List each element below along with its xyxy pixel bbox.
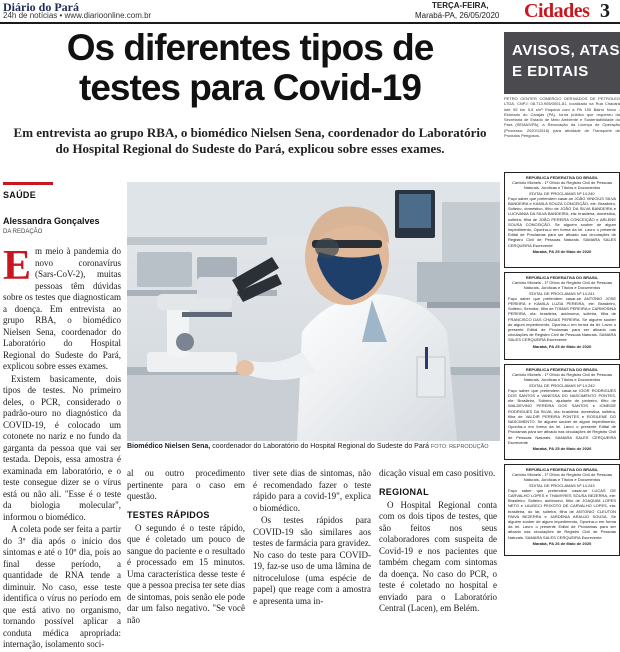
- notice-office: Cartório Michels - 1º Ofício do Registro Civil de Pessoas Naturais, Jurídicas e Títulos e Documentos: [512, 180, 612, 191]
- proclamas-notice-4: [504, 464, 620, 556]
- author: Alessandra Gonçalves: [3, 216, 100, 226]
- headline-line-2: testes para Covid-19: [79, 67, 421, 108]
- paragraph: [3, 243, 121, 373]
- sidebar-title-line-2: E EDITAIS: [512, 63, 589, 80]
- article-column-1: [3, 243, 121, 652]
- notice-office: Cartório Michels - 1º Ofício do Registro Civil de Pessoas Naturais, Jurídicas e Títulos e Documentos: [512, 280, 612, 291]
- paragraph: A coleta pode ser feita a partir do 3º dia após o início dos sintomas e até o 10º dia, pois ao final desse período, a quantidade de RNA tende a diminuir. No caso, esse teste identifica o vírus no período em que está ativo no organismo, tornando possível aplicar a conduta médica apropriada: internação, isolamento soci-: [3, 524, 121, 649]
- notice-heading: REPÚBLICA FEDERATIVA DO BRASIL: [525, 175, 599, 180]
- article-column-4: [379, 468, 497, 616]
- proclamas-notice-2: [504, 272, 620, 360]
- author-affiliation: DA REDAÇÃO: [3, 229, 43, 235]
- notice-heading: REPÚBLICA FEDERATIVA DO BRASIL: [525, 275, 599, 280]
- notice-date: Marabá, PA 25 de Maio de 2020: [532, 343, 592, 349]
- paragraph: Os testes rápidos para COVID-19 são similares aos testes de farmácia para gravidez. No caso do teste para COVID-19, faz-se uso de uma lâmina de nitrocelulose (uma espécie de papel) que reage com a amostra e apresenta uma in-: [253, 515, 371, 606]
- dropcap: E: [3, 243, 32, 289]
- photo-credit: FOTO: REPRODUÇÃO: [430, 444, 489, 450]
- place-date: Marabá-PA, 26/05/2020: [415, 11, 500, 20]
- notices-sidebar: [504, 32, 620, 608]
- paragraph: Existem basicamente, dois tipos de testes. No primeiro deles, o PCR, considerado o padrão-ouro no diagnóstico da COVID-19, é colocado um cotonete no nariz e no fundo da garganta da pessoa que vai ser testada. Depois, essa amostra é examinada em laboratório, e o teste consegue dizer se o vírus está ou não ali. "Esse é o teste da biologia molecular", informou o biomédico.: [3, 373, 121, 522]
- masthead: [0, 0, 620, 22]
- notice-office: Cartório Michels - 1º Ofício do Registro Civil de Pessoas Naturais, Jurídicas e Títulos e Documentos: [512, 472, 612, 483]
- proclamas-notice-1: [504, 172, 620, 268]
- brand-name[interactable]: Diário do Pará: [3, 0, 79, 14]
- masthead-rule: [0, 22, 620, 24]
- section-tag: SAÚDE: [3, 190, 37, 200]
- section-name: Cidades: [524, 0, 590, 22]
- headline: [0, 28, 500, 108]
- petro-center-notice: PETRO CENTER COMERCIO DERIVADOS DE PETROLEO LTDA, CNPJ: 08.713.905/0001-81, localizado na Rua Chácara lote 05 km 5,5 s/nº Esquina com a PA 150 Bairro Novo - Eldorado do Carajás (PA), torna público que requereu da Secretaria de Estado de Meio Ambiente e Sustentabilidade do Pará (SEMAS/PA), a Renovação da Licença de Operação (Processo: 2020/12516) para atividade de Transporte de Produtos Perigosos.: [504, 96, 620, 139]
- subhead-testes-rapidos: TESTES RÁPIDOS: [127, 509, 210, 520]
- notice-heading: REPÚBLICA FEDERATIVA DO BRASIL: [525, 367, 599, 372]
- brand-subtitle: 24h de notícias • www.diarioonline.com.br: [3, 11, 152, 20]
- lab-photo-illustration: [127, 182, 500, 441]
- sidebar-header: [504, 32, 620, 94]
- notice-body: Faço saber que pretendem casar-se JOÃO VINICIUS SILVA BANDEIRA e KAMILA SOUZA CONCEIÇÃO, ele: Brasileiro, Solteiro, doméstico, filho de JOÃO DA SILVA BANDEIRA e LUCIVANIA DA SILVA BANDEIRA, ela: brasileira, doméstica, solteira, filha de JOÃO PEREIRA CONCEIÇÃO e ARLENE SOUSA CONCEIÇÃO. Se alguém souber de algum impedimento, Oponha-o em forma da lei. Lavro o presente Edital de Proclamas para ser afixado nas circulações de Registro Civil de Pessoas Naturais. SAMARA SALES CERQUEIRA Escrevente: [508, 195, 616, 248]
- notice-edital: EDITAL DE PROCLAMAS Nº 14.242: [529, 382, 595, 388]
- notice-date: Marabá, PA 25 de Maio de 2020: [532, 248, 592, 254]
- paragraph-text: m meio à pandemia do novo coronavírus (Sars-CoV-2), muitas pessoas têm dúvidas sobre os testes que diagnosticam a doença. Em entrevista ao grupo RBA, o biomédico Nielsen Sena, coordenador do Laboratório do Hospital Regional do Sudeste do Pará, explicou sobre esses exames.: [3, 246, 121, 371]
- caption-name: Biomédico Nielsen Sena,: [127, 443, 211, 450]
- sidebar-title: [512, 40, 620, 82]
- notice-heading: REPÚBLICA FEDERATIVA DO BRASIL: [525, 467, 599, 472]
- notice-body: Faço saber que pretendem casar-se ANTONIO JOSE PEREIRA e KAMILA LUZIA PEREIRA, ele: Brasileiro, Solteiro, Servidor, filho de TOMAS PEREIRA e CARMOSINA PEREIRA, ela: brasileira, autônoma, solteira, filha de FRANCISCO DAS CHAGAS PEREIRA. Se alguém souber de algum impedimento, Oponha-o em forma da lei. Lavro o presente Edital de Proclamas para ser afixado nas circulações de Registro Civil de Pessoas Naturais. SAMARA SALES CERQUEIRA Escrevente: [508, 295, 616, 343]
- paragraph: dicação visual em caso positivo.: [379, 468, 496, 478]
- paragraph: O Hospital Regional conta com os dois tipos de testes, que são feitos nos seus colaboradores com suspeita de Covid-19 e nos pacientes que também chegam com sintomas da doença. No caso do PCR, o teste é coletado no hospital e enviado para o Laboratório Central (Lacen), em Belém.: [379, 499, 497, 613]
- notice-date: Marabá, PA 26 de Maio de 2020: [532, 540, 592, 546]
- section-bar: [3, 182, 53, 185]
- sidebar-title-line-1: AVISOS, ATAS: [512, 42, 620, 59]
- notice-office: Cartório Michels - 1º Ofício do Registro Civil de Pessoas Naturais, Jurídicas e Títulos e Documentos: [512, 372, 612, 383]
- photo-caption: [127, 443, 500, 450]
- notice-body: Faço saber que pretendem casar-se IGOR RODRIGUES DOS SANTOS e VANESSA DO NASCIMENTO PONTES, ele: Brasileiro, Solteiro, ajudante de pedreiro, filho de WALDEVINO PEREIRA DOS SANTOS e IONEIDE RODRIGUES DA SILVA, ela: brasileira, doméstica, solteira, filha de VALDIR PEREIRA PONTES e ROSILENE DO NASCIMENTO. Se alguém souber de algum impedimento, Oponha-o em forma da lei. Lavro o presente Edital de Proclamas para ser afixado nas circulações de Registro Civil de Pessoas Naturais. SAMARA SALES CERQUEIRA Escrevente: [508, 387, 616, 445]
- headline-line-1: Os diferentes tipos de: [66, 27, 434, 68]
- article-column-3: [253, 468, 371, 608]
- paragraph: O segundo é o teste rápido, que é coletado um pouco de sangue do paciente e o resultado é processado em 15 minutos. Uma característica desse teste é que a pessoa precisa ter sete dias de sintomas, pois senão ele pode dar um falso negativo. "Se você não: [127, 522, 245, 625]
- notice-body: Faço saber que pretendem casar-se LUCAS DE CARVALHO LOPES e THAMYRES SOUSA BEZERRA, ele: Brasileiro, Solteiro, autônomo, filho de JOAQUIM LOPES NETO e LAUDECI PEIXOTO DE CARVALHO LOPES, ela: brasileira, do lar, solteira, filha de ANTONIO CLEUTON PAIVA BEZERRA e JARDENIA ARAUJO SOUSA. Se alguém souber de algum impedimento, Oponha-o em forma da lei. Lavro o presente Edital de Proclamas para ser afixado nas circulações de Registro Civil de Pessoas Naturais. SAMARA SALES CERQUEIRA Escrevente: [508, 487, 616, 540]
- notice-edital: EDITAL DE PROCLAMAS Nº 14.241: [529, 290, 595, 296]
- weekday: TERÇA-FEIRA,: [432, 1, 489, 10]
- dek: Em entrevista ao grupo RBA, o biomédico Nielsen Sena, coordenador do Laboratório do Hospital Regional do Sudeste do Pará, explicou sobre esses exames.: [13, 125, 487, 156]
- page-number: 3: [600, 0, 610, 22]
- article-column-2: [127, 468, 245, 627]
- article-photo: [127, 182, 500, 441]
- caption-text: coordenador do Laboratório do Hospital Regional do Sudeste do Pará: [212, 443, 429, 450]
- paragraph: tiver sete dias de sintomas, não é recomendado fazer o teste rápido para a covid-19", explica o biomédico.: [253, 468, 371, 513]
- notice-date: Marabá, PA 25 de Maio de 2020: [532, 446, 592, 452]
- notice-edital: EDITAL DE PROCLAMAS Nº 14.240: [529, 190, 595, 196]
- paragraph: al ou outro procedimento pertinente para o caso em questão.: [127, 468, 245, 501]
- subhead-regional: REGIONAL: [379, 486, 429, 497]
- notice-edital: EDITAL DE PROCLAMAS Nº 14.243: [529, 482, 595, 488]
- proclamas-notice-3: [504, 364, 620, 460]
